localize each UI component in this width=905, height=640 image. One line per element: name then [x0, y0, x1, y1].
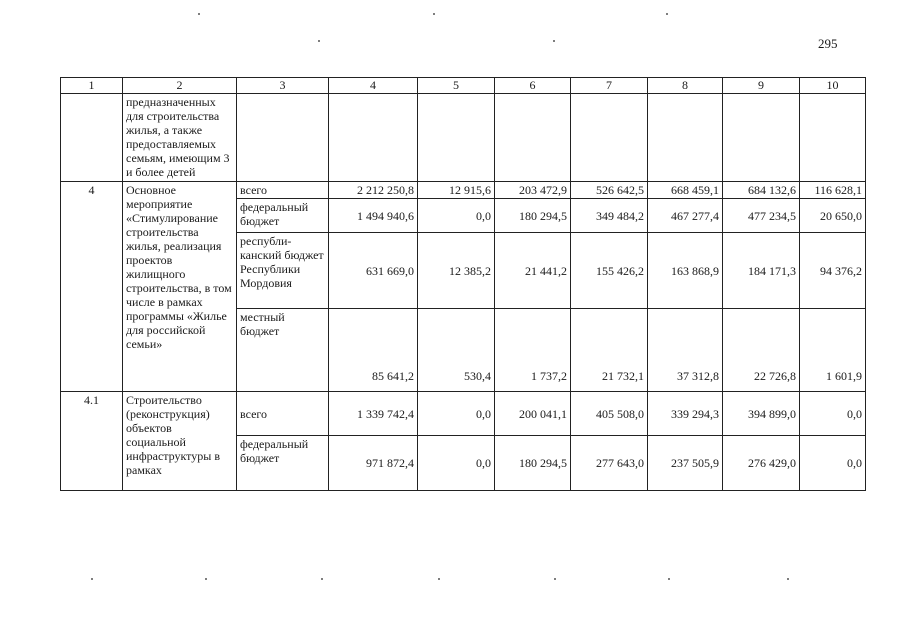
value-cell: 971 872,4	[329, 436, 418, 491]
value-cell: 22 726,8	[723, 309, 800, 392]
scan-speck	[318, 40, 320, 42]
scan-speck	[554, 578, 556, 580]
budget-table	[60, 77, 866, 491]
column-header: 6	[495, 78, 571, 94]
column-header: 9	[723, 78, 800, 94]
value-cell: 276 429,0	[723, 436, 800, 491]
column-header: 7	[571, 78, 648, 94]
table-row	[61, 392, 866, 436]
value-cell: 200 041,1	[495, 392, 571, 436]
value-cell: 163 868,9	[648, 233, 723, 309]
value-cell: 203 472,9	[495, 182, 571, 199]
value-cell: 180 294,5	[495, 199, 571, 233]
scan-speck	[553, 40, 555, 42]
value-cell: 20 650,0	[800, 199, 866, 233]
scan-speck	[205, 578, 207, 580]
value-cell: 94 376,2	[800, 233, 866, 309]
funding-source: местный бюджет	[237, 309, 329, 392]
value-cell: 526 642,5	[571, 182, 648, 199]
table-row	[61, 94, 866, 182]
scan-speck	[91, 578, 93, 580]
scan-speck	[433, 13, 435, 15]
value-cell: 1 494 940,6	[329, 199, 418, 233]
scan-speck	[787, 578, 789, 580]
value-cell: 12 385,2	[418, 233, 495, 309]
scan-speck	[321, 578, 323, 580]
value-cell: 394 899,0	[723, 392, 800, 436]
measure-description: предназначенных для строительства жилья, а также предоставляемых семьям, имеющим 3 и более детей	[123, 94, 237, 182]
value-cell: 37 312,8	[648, 309, 723, 392]
value-cell: 116 628,1	[800, 182, 866, 199]
scan-speck	[198, 13, 200, 15]
measure-description: Основное мероприятие «Стимулирование строительства жилья, реализация проектов жилищного строительства, в том числе в рамках программы «Жилье для российской семьи»	[123, 182, 237, 392]
measure-description: Строительство (реконструкция) объектов социальной инфраструктуры в рамках	[123, 392, 237, 491]
value-cell: 21 441,2	[495, 233, 571, 309]
column-header: 1	[61, 78, 123, 94]
row-number: 4.1	[61, 392, 123, 491]
value-cell: 1 737,2	[495, 309, 571, 392]
value-cell: 277 643,0	[571, 436, 648, 491]
value-cell: 12 915,6	[418, 182, 495, 199]
value-cell: 180 294,5	[495, 436, 571, 491]
table-row	[61, 182, 866, 199]
column-header: 8	[648, 78, 723, 94]
value-cell: 0,0	[418, 199, 495, 233]
funding-source: федеральный бюджет	[237, 436, 329, 491]
value-cell: 155 426,2	[571, 233, 648, 309]
column-header: 2	[123, 78, 237, 94]
column-header: 5	[418, 78, 495, 94]
value-cell: 0,0	[418, 436, 495, 491]
scan-speck	[666, 13, 668, 15]
value-cell: 530,4	[418, 309, 495, 392]
value-cell: 0,0	[418, 392, 495, 436]
table-header-row	[61, 78, 866, 94]
value-cell: 0,0	[800, 392, 866, 436]
value-cell: 85 641,2	[329, 309, 418, 392]
value-cell: 668 459,1	[648, 182, 723, 199]
row-number: 4	[61, 182, 123, 392]
value-cell: 405 508,0	[571, 392, 648, 436]
column-header: 4	[329, 78, 418, 94]
funding-source: федеральный бюджет	[237, 199, 329, 233]
value-cell: 184 171,3	[723, 233, 800, 309]
scan-speck	[668, 578, 670, 580]
column-header: 10	[800, 78, 866, 94]
column-header: 3	[237, 78, 329, 94]
value-cell: 1 339 742,4	[329, 392, 418, 436]
funding-source: всего	[237, 392, 329, 436]
funding-source: всего	[237, 182, 329, 199]
value-cell: 237 505,9	[648, 436, 723, 491]
value-cell: 21 732,1	[571, 309, 648, 392]
scan-speck	[438, 578, 440, 580]
funding-source: республи-канский бюджет Республики Мордовия	[237, 233, 329, 309]
value-cell: 467 277,4	[648, 199, 723, 233]
page-number: 295	[818, 36, 838, 51]
value-cell: 2 212 250,8	[329, 182, 418, 199]
value-cell: 1 601,9	[800, 309, 866, 392]
value-cell: 684 132,6	[723, 182, 800, 199]
value-cell: 349 484,2	[571, 199, 648, 233]
value-cell: 0,0	[800, 436, 866, 491]
value-cell: 477 234,5	[723, 199, 800, 233]
value-cell: 631 669,0	[329, 233, 418, 309]
value-cell: 339 294,3	[648, 392, 723, 436]
